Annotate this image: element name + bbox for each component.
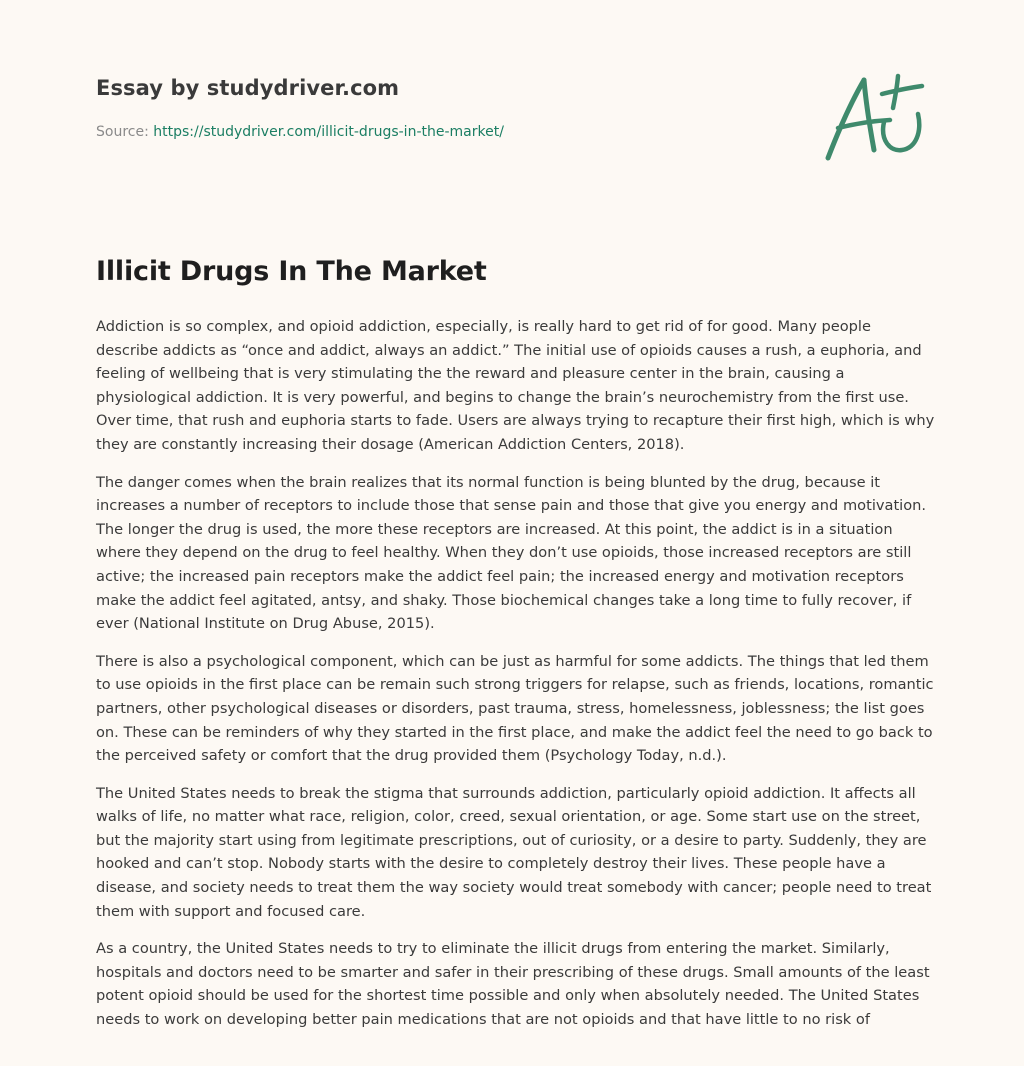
brand-title: Essay by studydriver.com xyxy=(96,76,400,100)
source-label: Source: xyxy=(96,124,149,140)
source-line xyxy=(96,124,504,140)
paragraph: The danger comes when the brain realizes that its normal function is being blunted by the drug, because it increases a number of receptors to include those that sense pain and those that give you energy and motivation. The longer the drug is used, the more these receptors are increased. At this point, the addict is in a situation where they depend on the drug to feel healthy. When they don’t use opioids, those increased receptors are still active; the increased pain receptors make the addict feel pain; the increased energy and motivation receptors make the addict feel agitated, antsy, and shaky. Those biochemical changes take a long time to fully recover, if ever (National Institute on Drug Abuse, 2015). xyxy=(96,473,927,633)
page-header xyxy=(96,72,928,182)
essay-title: Illicit Drugs In The Market xyxy=(96,256,487,287)
essay-body xyxy=(96,315,936,1046)
paragraph: There is also a psychological component, which can be just as harmful for some addicts. The things that led them to use opioids in the first place can be remain such strong triggers for relapse, such as friends, locations, romantic partners, other psychological diseases or disorders, past trauma, stress, homelessness, joblessness; the list goes on. These can be reminders of why they started in the first place, and make the addict feel the need to go back to the perceived safety or comfort that the drug provided them (Psychology Today, n.d.). xyxy=(96,652,934,765)
paragraph: Addiction is so complex, and opioid addiction, especially, is really hard to get rid of for good. Many people describe addicts as “once and addict, always an addict.” The initial use of opioids causes a rush, a euphoria, and feeling of wellbeing that is very stimulating the the reward and pleasure center in the brain, causing a physiological addiction. It is very powerful, and begins to change the brain’s neurochemistry from the first use. Over time, that rush and euphoria starts to fade. Users are always trying to recapture their first high, which is why they are constantly increasing their dosage (American Addiction Centers, 2018). xyxy=(96,318,935,453)
a-plus-logo-icon xyxy=(824,70,926,162)
paragraph: As a country, the United States needs to try to eliminate the illicit drugs from entering the market. Similarly, hospitals and doctors need to be smarter and safer in their prescribing of these drugs. Small amounts of the least potent opioid should be used for the shortest time possible and only when absolutely needed. The United States needs to work on developing better pain medications that are not opioids and that have little to no risk of xyxy=(96,940,930,1029)
paragraph: The United States needs to break the stigma that surrounds addiction, particularly opioid addiction. It affects all walks of life, no matter what race, religion, color, creed, sexual orientation, or age. Some start use on the street, but the majority start using from legitimate prescriptions, out of curiosity, or a desire to party. Suddenly, they are hooked and can’t stop. Nobody starts with the desire to completely destroy their lives. These people have a disease, and society needs to treat them the way society would treat somebody with cancer; people need to treat them with support and focused care. xyxy=(96,784,932,920)
source-link[interactable]: https://studydriver.com/illicit-drugs-in-the-market/ xyxy=(153,124,504,140)
